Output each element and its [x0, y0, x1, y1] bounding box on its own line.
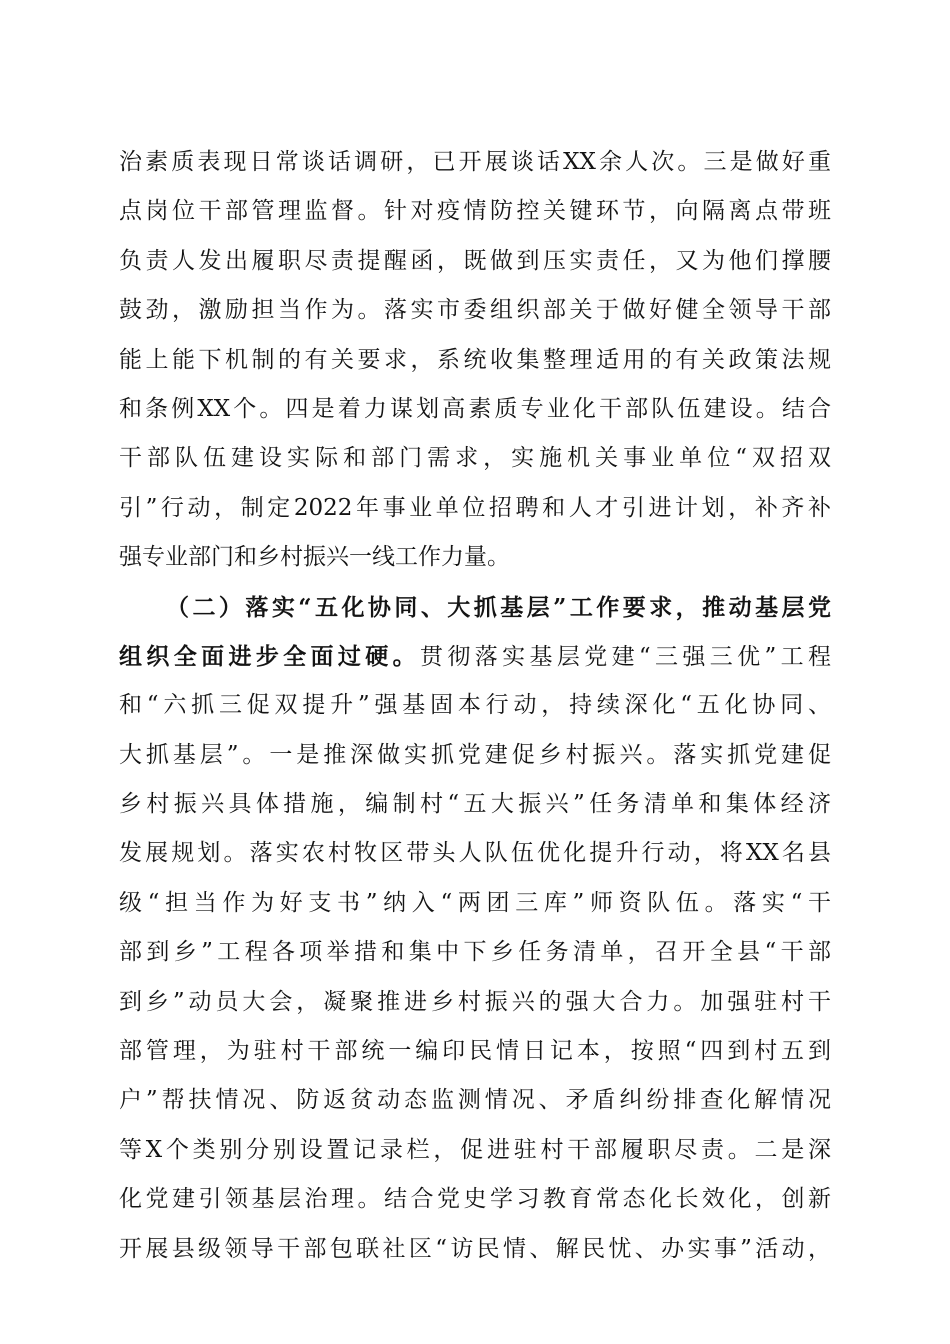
text-line: 负责人发出履职尽责提醒函，既做到压实责任，又为他们撑腰	[119, 247, 831, 274]
text-line: 部到乡”工程各项举措和集中下乡任务清单，召开全县“干部	[119, 939, 831, 966]
text-line: 鼓劲，激励担当作为。落实市委组织部关于做好健全领导干部	[119, 297, 831, 324]
text-line: 开展县级领导干部包联社区“访民情、解民忧、办实事”活动，	[119, 1235, 831, 1262]
text-run: 贯彻落实基层党建“三强三优”工程	[420, 643, 831, 670]
text-line: 点岗位干部管理监督。针对疫情防控关键环节，向隔离点带班	[119, 198, 831, 225]
text-line: 级“担当作为好支书”纳入“两团三库”师资队伍。落实“干	[119, 889, 831, 916]
text-line: 干部队伍建设实际和部门需求，实施机关事业单位“双招双	[119, 445, 831, 472]
text-line: 发展规划。落实农村牧区带头人队伍优化提升行动，将XX名县	[119, 840, 831, 867]
text-line: 化党建引领基层治理。结合党史学习教育常态化长效化，创新	[119, 1186, 831, 1213]
text-line: 到乡”动员大会，凝聚推进乡村振兴的强大合力。加强驻村干	[119, 988, 831, 1015]
text-line: 部管理，为驻村干部统一编印民情日记本，按照“四到村五到	[119, 1038, 831, 1065]
text-line: 和条例XX个。四是着力谋划高素质专业化干部队伍建设。结合	[119, 395, 831, 422]
section-heading-end: 组织全面进步全面过硬。	[119, 642, 421, 670]
text-line: 强专业部门和乡村振兴一线工作力量。	[119, 544, 510, 571]
text-line: 乡村振兴具体措施，编制村“五大振兴”任务清单和集体经济	[119, 791, 831, 818]
text-line: 和“六抓三促双提升”强基固本行动，持续深化“五化协同、	[119, 692, 831, 719]
text-line: 治素质表现日常谈话调研，已开展谈话XX余人次。三是做好重	[119, 149, 831, 175]
text-line	[119, 632, 831, 681]
text-line: 引”行动，制定2022年事业单位招聘和人才引进计划，补齐补	[119, 494, 831, 521]
text-line: 户”帮扶情况、防返贫动态监测情况、矛盾纠纷排查化解情况	[119, 1087, 831, 1114]
text-line: 等X个类别分别设置记录栏，促进驻村干部履职尽责。二是深	[119, 1136, 831, 1163]
section-heading-line: （二）落实“五化协同、大抓基层”工作要求，推动基层党	[166, 593, 831, 621]
text-line: 能上能下机制的有关要求，系统收集整理适用的有关政策法规	[119, 346, 831, 373]
body-text	[119, 138, 831, 1274]
text-line: 大抓基层”。一是推深做实抓党建促乡村振兴。落实抓党建促	[119, 741, 831, 768]
